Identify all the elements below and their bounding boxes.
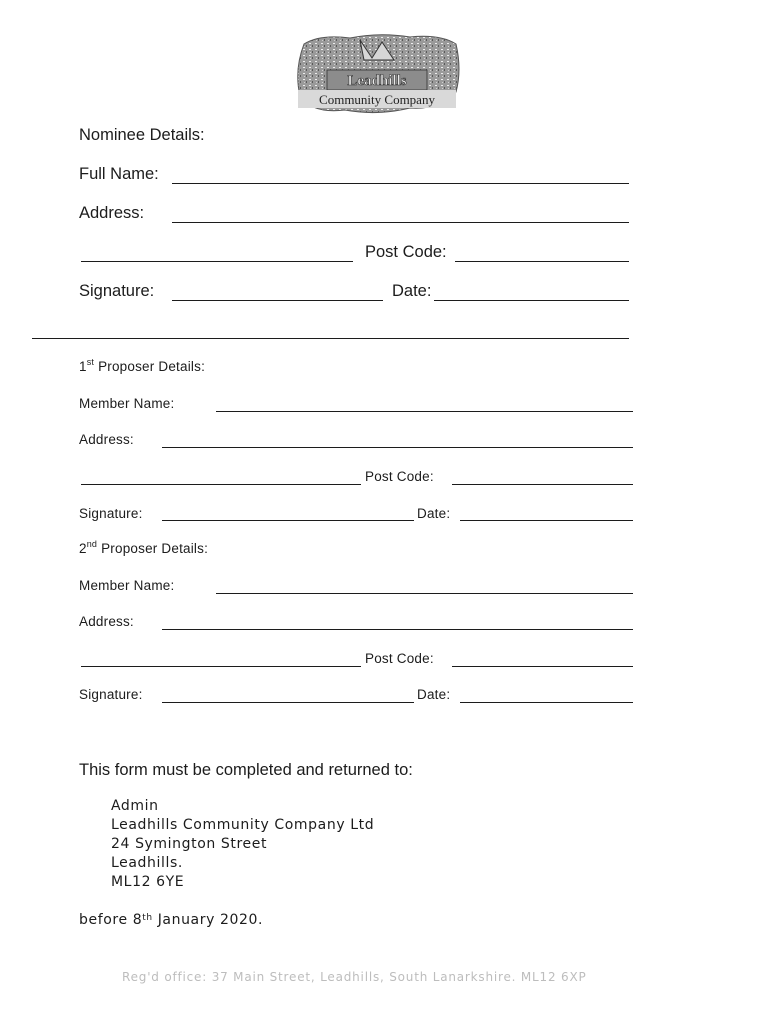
proposer1-heading: 1st Proposer Details: (79, 357, 206, 374)
nominee-full-name-label: Full Name: (79, 165, 159, 183)
proposer2-address-field[interactable] (162, 629, 633, 630)
proposer2-date-label: Date: (417, 687, 451, 702)
section-divider (32, 338, 629, 339)
nominee-address-field[interactable] (172, 222, 629, 223)
proposer1-address-line2-field[interactable] (81, 484, 361, 485)
return-address-line: Leadhills Community Company Ltd (111, 817, 375, 833)
nominee-signature-label: Signature: (79, 282, 155, 300)
proposer1-post-code-field[interactable] (452, 484, 633, 485)
proposer1-address-label: Address: (79, 432, 134, 447)
proposer2-post-code-label: Post Code: (365, 651, 434, 666)
proposer2-signature-field[interactable] (162, 702, 414, 703)
proposer2-date-field[interactable] (460, 702, 633, 703)
proposer2-member-name-field[interactable] (216, 593, 633, 594)
nominee-date-field[interactable] (434, 300, 629, 301)
proposer1-date-label: Date: (417, 506, 451, 521)
nominee-post-code-field[interactable] (455, 261, 629, 262)
nominee-address-label: Address: (79, 204, 145, 222)
logo-subtitle: Community Company (319, 92, 435, 107)
nominee-signature-field[interactable] (172, 300, 383, 301)
return-deadline: before 8th January 2020. (79, 912, 264, 928)
return-address-line: Admin (111, 798, 159, 814)
proposer2-address-label: Address: (79, 614, 134, 629)
leadhills-logo (290, 30, 464, 116)
return-address-line: 24 Symington Street (111, 836, 268, 852)
proposer1-date-field[interactable] (460, 520, 633, 521)
nominee-heading: Nominee Details: (79, 126, 205, 144)
return-address-line: Leadhills. (111, 855, 183, 871)
return-address-line: ML12 6YE (111, 874, 185, 890)
registered-office-footer: Reg'd office: 37 Main Street, Leadhills, South Lanarkshire. ML12 6XP (122, 970, 587, 984)
proposer2-member-name-label: Member Name: (79, 578, 175, 593)
proposer2-address-line2-field[interactable] (81, 666, 361, 667)
nominee-post-code-label: Post Code: (365, 243, 447, 261)
proposer2-heading: 2nd Proposer Details: (79, 539, 209, 556)
logo-wordmark: Leadhills (347, 73, 407, 89)
nominee-full-name-field[interactable] (172, 183, 629, 184)
proposer1-post-code-label: Post Code: (365, 469, 434, 484)
proposer1-address-field[interactable] (162, 447, 633, 448)
return-instruction: This form must be completed and returned to: (79, 761, 413, 779)
return-address (111, 797, 374, 892)
proposer2-signature-label: Signature: (79, 687, 143, 702)
proposer1-member-name-field[interactable] (216, 411, 633, 412)
proposer1-member-name-label: Member Name: (79, 396, 175, 411)
proposer1-signature-label: Signature: (79, 506, 143, 521)
nominee-address-line2-field[interactable] (81, 261, 353, 262)
nominee-date-label: Date: (392, 282, 432, 300)
proposer2-post-code-field[interactable] (452, 666, 633, 667)
proposer1-signature-field[interactable] (162, 520, 414, 521)
